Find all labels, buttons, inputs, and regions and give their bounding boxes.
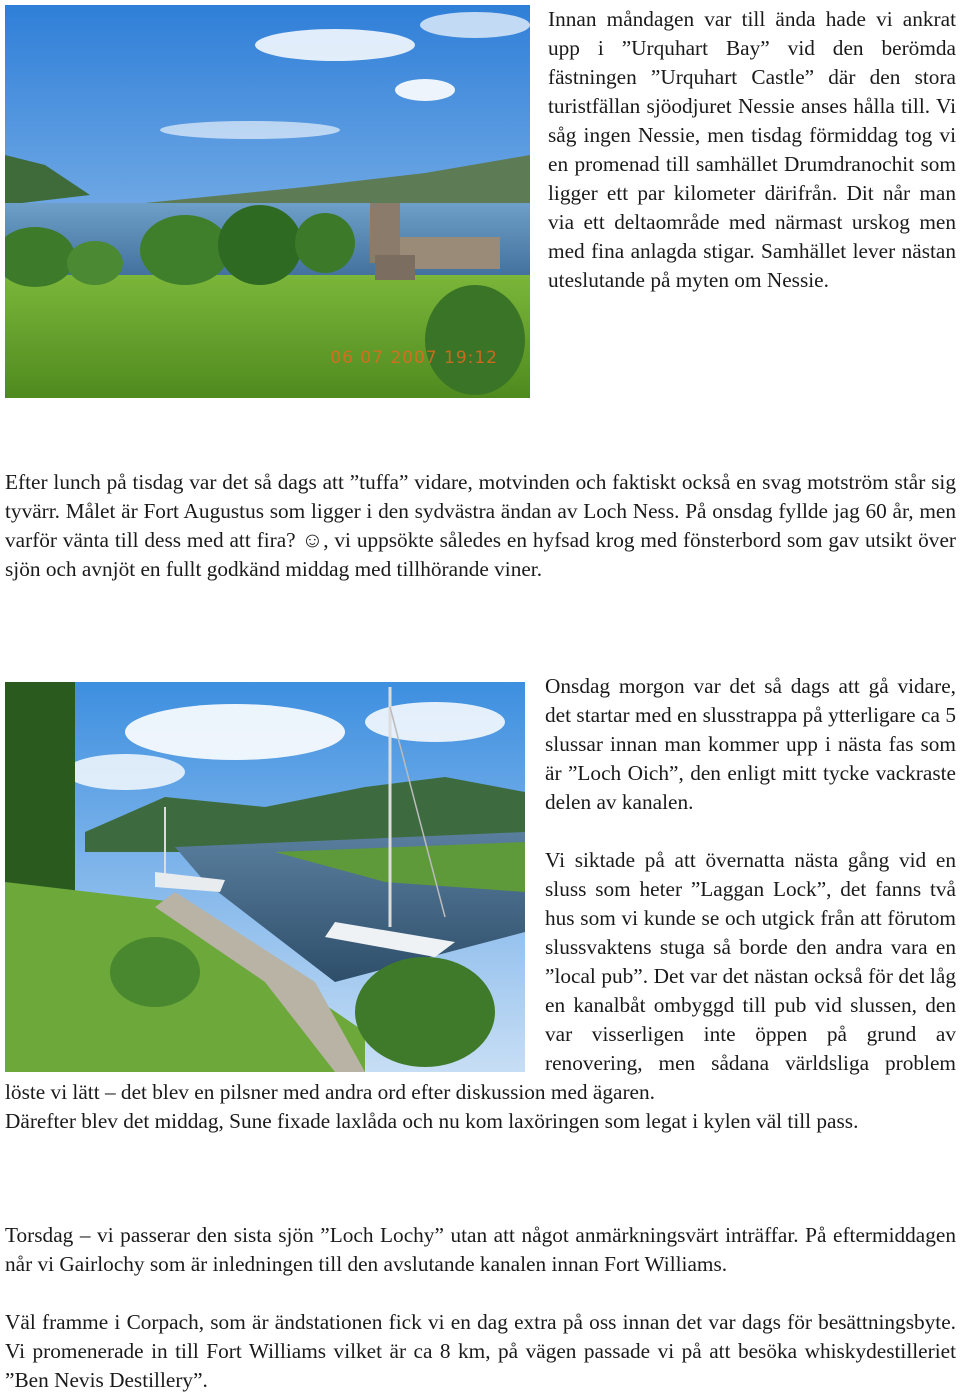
paragraph-wednesday-morning: Onsdag morgon var det så dags att gå vidare, det startar med en slusstrappa på ytterligare ca 5 slussar innan man kommer upp i nästa fas som är ”Loch Oich”, den enligt mitt tycke vackraste delen av kanalen. xyxy=(545,674,956,814)
paragraph-tuesday: Efter lunch på tisdag var det så dags att ”tuffa” vidare, motvinden och faktiskt också en svag motström står sig tyvärr. Målet är Fort Augustus som ligger i den sydvästra ändan av Loch Ness. På onsdag fyllde jag 60 år, men varför vänta till dess med att fira? ☺, vi uppsökte således en hyfsad krog med fönsterbord som gav utsikt över sjön och avnjöt en fullt godkänd middag med tillhörande viner. xyxy=(5,470,956,581)
section-wednesday xyxy=(5,672,956,1136)
paragraph-corpach: Väl framme i Corpach, som är ändstationen fick vi en dag extra på oss innan det var dags för besättningsbyte. Vi promenerade in till Fort Williams vilket är ca 8 km, på vägen passade vi på att besöka whiskydestilleriet ”Ben Nevis Destillery”. xyxy=(5,1310,956,1392)
urquhart-castle-photo xyxy=(5,5,530,398)
paragraph-laggan-lock: Vi siktade på att övernatta nästa gång vid en sluss som heter ”Laggan Lock”, det fanns två hus som vi kunde se och utgick från att förutom slussvaktens stuga så borde den andra vara en ”local pub”. Det var det nästan också för det låg en kanalbåt ombyggd till pub vid slussen, den var visserligen inte öppen på grund av renovering, men sådana världsliga problem löste vi lätt – det blev en pilsner med andra ord efter diskussion med ägaren. xyxy=(5,848,956,1104)
paragraph-dinner: Därefter blev det middag, Sune fixade laxlåda och nu kom laxöringen som legat i kylen väl till pass. xyxy=(5,1109,859,1133)
canal-sailboat-photo xyxy=(5,682,525,1072)
paragraph-thursday: Torsdag – vi passerar den sista sjön ”Loch Lochy” utan att något anmärkningsvärt inträffar. På eftermiddagen når vi Gairlochy som är inledningen till den avslutande kanalen innan Fort Williams. xyxy=(5,1223,956,1276)
paragraph-urquhart: Innan måndagen var till ända hade vi ankrat upp i ”Urquhart Bay” vid den berömda fästningen ”Urquhart Castle” där den stora turistfällan sjöodjuret Nessie anses hålla till. Vi såg ingen Nessie, men tisdag förmiddag tog vi en promenad till samhället Drumdranochit som ligger ett par kilometer därifrån. Dit når man via ett deltaområde med närmast urskog men med fina anlagda stigar. Samhället lever nästan uteslutande på myten om Nessie. xyxy=(548,7,956,292)
date-stamp: 06 07 2007 19:12 xyxy=(330,348,498,368)
